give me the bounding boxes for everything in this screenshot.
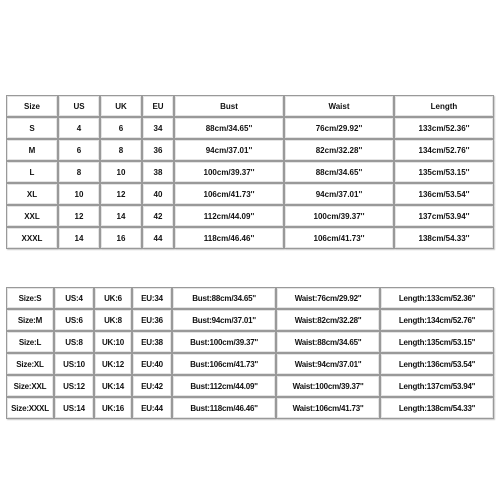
table-row: [6, 309, 494, 331]
table-cell: Waist:106cm/41.73'': [276, 397, 380, 419]
table-cell: US:8: [54, 331, 94, 353]
table-row: [6, 161, 494, 183]
table-cell: Length:136cm/53.54'': [380, 353, 494, 375]
table-cell: 16: [100, 227, 142, 249]
table-cell: 14: [58, 227, 100, 249]
table-cell: 88cm/34.65'': [174, 117, 284, 139]
table-cell: Waist:100cm/39.37'': [276, 375, 380, 397]
table-cell: 138cm/54.33'': [394, 227, 494, 249]
table-cell: Size:XXXL: [6, 397, 54, 419]
table-cell: Bust:112cm/44.09'': [172, 375, 276, 397]
table-row: [6, 227, 494, 249]
table-cell: 12: [100, 183, 142, 205]
table-cell: 94cm/37.01'': [284, 183, 394, 205]
table-cell: 10: [58, 183, 100, 205]
header-cell: UK: [100, 95, 142, 117]
table-row: [6, 397, 494, 419]
table-row: [6, 205, 494, 227]
table-cell: 14: [100, 205, 142, 227]
table-cell: 40: [142, 183, 174, 205]
table-cell: 6: [100, 117, 142, 139]
table-cell: 100cm/39.37'': [174, 161, 284, 183]
table-cell: Size:S: [6, 287, 54, 309]
table-cell: Waist:88cm/34.65'': [276, 331, 380, 353]
table-cell: 38: [142, 161, 174, 183]
table-cell: 42: [142, 205, 174, 227]
table-row: [6, 183, 494, 205]
table-cell: 137cm/53.94'': [394, 205, 494, 227]
table-cell: UK:6: [94, 287, 132, 309]
table-cell: 133cm/52.36'': [394, 117, 494, 139]
header-cell: Size: [6, 95, 58, 117]
table-cell: US:14: [54, 397, 94, 419]
table-cell: S: [6, 117, 58, 139]
size-chart-inline-table: [6, 287, 494, 419]
header-cell: US: [58, 95, 100, 117]
table-cell: XXL: [6, 205, 58, 227]
table-cell: 134cm/52.76'': [394, 139, 494, 161]
table-cell: Size:XXL: [6, 375, 54, 397]
table-cell: Waist:94cm/37.01'': [276, 353, 380, 375]
table-cell: US:6: [54, 309, 94, 331]
table-cell: 8: [58, 161, 100, 183]
header-cell: Waist: [284, 95, 394, 117]
header-cell: EU: [142, 95, 174, 117]
table-cell: Bust:94cm/37.01'': [172, 309, 276, 331]
table-cell: Size:L: [6, 331, 54, 353]
table-cell: EU:42: [132, 375, 172, 397]
header-cell: Length: [394, 95, 494, 117]
table-cell: M: [6, 139, 58, 161]
table-cell: EU:44: [132, 397, 172, 419]
table-cell: XL: [6, 183, 58, 205]
table-cell: 12: [58, 205, 100, 227]
table-cell: 82cm/32.28'': [284, 139, 394, 161]
table-cell: Bust:88cm/34.65'': [172, 287, 276, 309]
table-cell: 76cm/29.92'': [284, 117, 394, 139]
table-cell: UK:16: [94, 397, 132, 419]
table-cell: L: [6, 161, 58, 183]
table-row: [6, 117, 494, 139]
table-cell: 106cm/41.73'': [174, 183, 284, 205]
table-cell: 34: [142, 117, 174, 139]
table-cell: 135cm/53.15'': [394, 161, 494, 183]
table-cell: Bust:100cm/39.37'': [172, 331, 276, 353]
table-cell: 6: [58, 139, 100, 161]
table-cell: Size:XL: [6, 353, 54, 375]
table-cell: Waist:76cm/29.92'': [276, 287, 380, 309]
table-cell: US:4: [54, 287, 94, 309]
table-cell: Length:135cm/53.15'': [380, 331, 494, 353]
table-row: [6, 331, 494, 353]
table-cell: 94cm/37.01'': [174, 139, 284, 161]
table-cell: 10: [100, 161, 142, 183]
table-cell: Length:138cm/54.33'': [380, 397, 494, 419]
size-chart-table: [6, 95, 494, 249]
table-cell: 44: [142, 227, 174, 249]
table-cell: 136cm/53.54'': [394, 183, 494, 205]
table-cell: Bust:118cm/46.46'': [172, 397, 276, 419]
table-row: [6, 353, 494, 375]
table-cell: 4: [58, 117, 100, 139]
table-cell: 112cm/44.09'': [174, 205, 284, 227]
table-cell: EU:38: [132, 331, 172, 353]
table-cell: Size:M: [6, 309, 54, 331]
table-cell: US:12: [54, 375, 94, 397]
table-cell: XXXL: [6, 227, 58, 249]
table-cell: 100cm/39.37'': [284, 205, 394, 227]
table-cell: Bust:106cm/41.73'': [172, 353, 276, 375]
table-cell: US:10: [54, 353, 94, 375]
table-cell: Waist:82cm/32.28'': [276, 309, 380, 331]
table-row: [6, 287, 494, 309]
table-cell: UK:12: [94, 353, 132, 375]
table-cell: EU:40: [132, 353, 172, 375]
table-cell: EU:34: [132, 287, 172, 309]
table-cell: UK:14: [94, 375, 132, 397]
table-cell: UK:8: [94, 309, 132, 331]
header-row: [6, 95, 494, 117]
table-cell: Length:133cm/52.36'': [380, 287, 494, 309]
table-row: [6, 375, 494, 397]
table-cell: 8: [100, 139, 142, 161]
table-cell: EU:36: [132, 309, 172, 331]
table-cell: 118cm/46.46'': [174, 227, 284, 249]
table-cell: Length:137cm/53.94'': [380, 375, 494, 397]
header-cell: Bust: [174, 95, 284, 117]
table-cell: 88cm/34.65'': [284, 161, 394, 183]
table-cell: 36: [142, 139, 174, 161]
table-cell: UK:10: [94, 331, 132, 353]
table-cell: Length:134cm/52.76'': [380, 309, 494, 331]
table-cell: 106cm/41.73'': [284, 227, 394, 249]
table-row: [6, 139, 494, 161]
